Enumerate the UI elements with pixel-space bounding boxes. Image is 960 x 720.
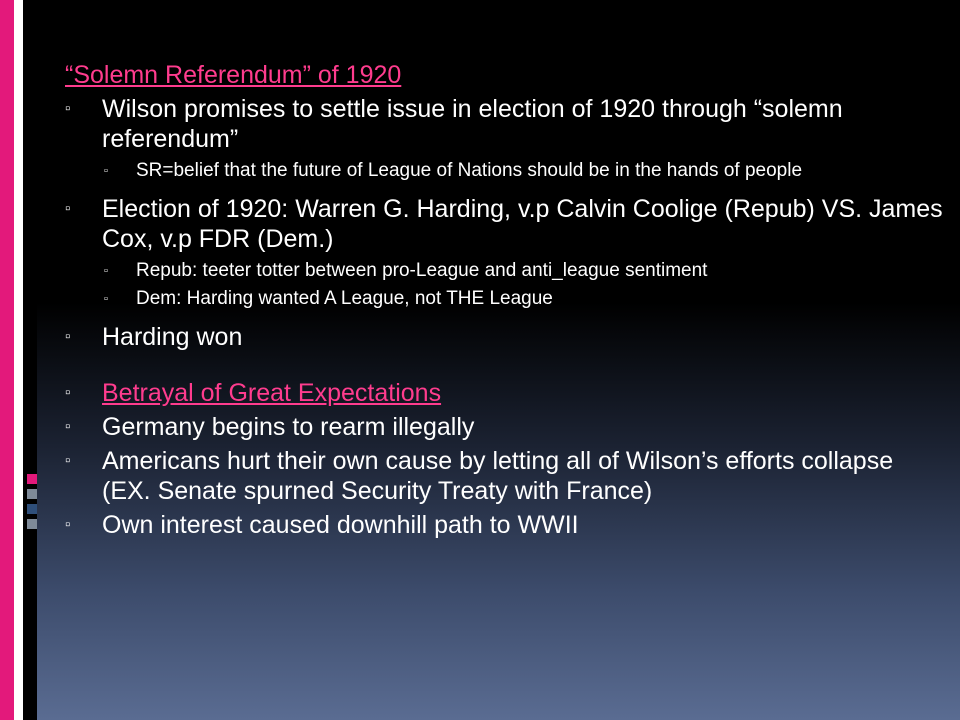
bullet-l2 bbox=[65, 260, 945, 282]
bullet-text: SR=belief that the future of League of Nations should be in the hands of people bbox=[136, 160, 803, 181]
bullet-icon: ▫ bbox=[65, 328, 71, 345]
bullet-l1 bbox=[65, 446, 945, 506]
bullet-l1 bbox=[65, 378, 945, 408]
bullet-l1 bbox=[65, 194, 945, 254]
bullet-text: Repub: teeter totter between pro-League and anti_league sentiment bbox=[136, 260, 708, 281]
bullet-text: Harding won bbox=[102, 323, 243, 351]
bullet-l1 bbox=[65, 412, 945, 442]
bullet-icon: ▫ bbox=[104, 293, 108, 305]
bullet-l1 bbox=[65, 510, 945, 540]
bullet-l1 bbox=[65, 94, 945, 154]
bullet-icon: ▫ bbox=[65, 200, 71, 217]
decorative-square bbox=[27, 474, 37, 484]
subheading-link[interactable]: Betrayal of Great Expectations bbox=[102, 379, 442, 407]
decorative-square bbox=[27, 489, 37, 499]
bullet-text: Election of 1920: Warren G. Harding, v.p Calvin Coolige (Repub) VS. James Cox, v.p FDR (Dem.) bbox=[102, 195, 943, 253]
bullet-l2 bbox=[65, 288, 945, 310]
bullet-icon: ▫ bbox=[65, 384, 71, 401]
bullet-icon: ▫ bbox=[65, 100, 71, 117]
bullet-text: Wilson promises to settle issue in election of 1920 through “solemn referendum” bbox=[102, 95, 843, 153]
bullet-text: Dem: Harding wanted A League, not THE League bbox=[136, 288, 553, 309]
bullet-text: Germany begins to rearm illegally bbox=[102, 413, 475, 441]
heading-link[interactable]: “Solemn Referendum” of 1920 bbox=[65, 61, 402, 89]
bullet-text: Americans hurt their own cause by letting all of Wilson’s efforts collapse (EX. Senate spurned Security Treaty with France) bbox=[102, 447, 894, 505]
decorative-square bbox=[27, 519, 37, 529]
spacer bbox=[65, 352, 945, 374]
left-dark-stripe bbox=[23, 0, 37, 720]
slide-content bbox=[65, 60, 945, 540]
bullet-icon: ▫ bbox=[104, 165, 108, 177]
decorative-square bbox=[27, 504, 37, 514]
bullet-l1 bbox=[65, 322, 945, 352]
bullet-icon: ▫ bbox=[104, 265, 108, 277]
bullet-icon: ▫ bbox=[65, 516, 71, 533]
bullet-text: Own interest caused downhill path to WWII bbox=[102, 511, 579, 539]
bullet-icon: ▫ bbox=[65, 418, 71, 435]
bullet-l2 bbox=[65, 160, 945, 182]
left-magenta-stripe bbox=[0, 0, 14, 720]
bullet-icon: ▫ bbox=[65, 452, 71, 469]
heading-row bbox=[65, 60, 945, 90]
